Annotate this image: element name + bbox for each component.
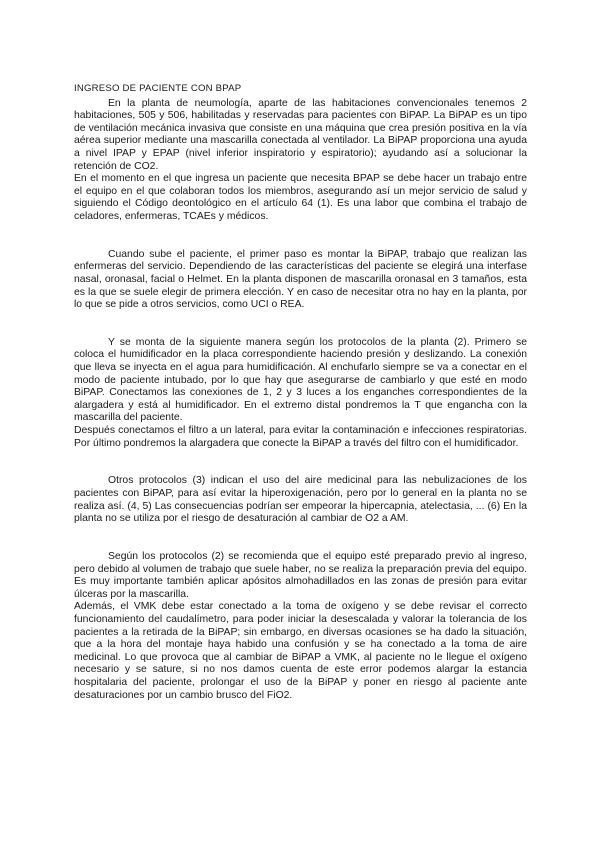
paragraph-spacer (74, 324, 527, 337)
paragraph-7: Según los protocolos (2) se recomienda que el equipo esté preparado previo al ingreso, pero debido al volumen de trabajo que suele haber, no se realiza la preparación previa del equipo. Es muy importante también aplicar apósitos almohadillados en las zonas de presión para evitar úlceras por la mascarilla. (74, 550, 527, 600)
paragraph-3: Cuando sube el paciente, el primer paso es montar la BiPAP, trabajo que realizan las enfermeras del servicio. Dependiendo de las características del paciente se elegirá una interfase nasal, oronasal, facial o Helmet. En la planta disponen de mascarilla oronasal en 3 tamaños, esta es la que se suele elegir de primera elección. Y en caso de necesitar otra no hay en la planta, por lo que se pide a otros servicios, como UCI o REA. (74, 248, 527, 311)
paragraph-4: Y se monta de la siguiente manera según los protocolos de la planta (2). Primero se coloca el humidificador en la placa correspondiente haciendo presión y deslizando. La conexión que lleva se inyecta en el agua para humidificación. Al enchufarlo siempre se va a conectar en el modo de paciente intubado, por lo que hay que asegurarse de cambiarlo y que esté en modo BiPAP. Conectamos las conexiones de 1, 2 y 3 luces a los enganches correspondientes de la alargadera y está al humidificador. En el extremo distal pondremos la T que engancha con la mascarilla del paciente. (74, 336, 527, 424)
paragraph-spacer (74, 526, 527, 539)
paragraph-2: En el momento en el que ingresa un paciente que necesita BPAP se debe hacer un trabajo entre el equipo en el que colaboran todos los miembros, asegurando así un mejor servicio de salud y siguiendo el Código deontológico en el artículo 64 (1). Es una labor que combina el trabajo de celadores, enfermeras, TCAEs y médicos. (74, 173, 527, 222)
paragraph-spacer (74, 463, 527, 476)
document-title: INGRESO DE PACIENTE CON BPAP (74, 83, 242, 94)
paragraph-6: Otros protocolos (3) indican el uso del aire medicinal para las nebulizaciones de los pacientes con BiPAP, para así evitar la hiperoxigenación, pero por lo general en la planta no se realiza así. (4, 5) Las consecuencias podrían ser empeorar la hipercapnia, atelectasia, ... (6) En la planta no se utiliza por el riesgo de desaturación al cambiar de O2 a AM. (74, 475, 527, 525)
paragraph-spacer (74, 236, 527, 249)
paragraph-1: En la planta de neumología, aparte de las habitaciones convencionales tenemos 2 habitaciones, 505 y 506, habilitadas y reservadas para pacientes con BiPAP. La BiPAP es un tipo de ventilación mecánica invasiva que consiste en una máquina que crea presión positiva en la vía aérea superior mediante una mascarilla conectada al ventilador. La BiPAP proporciona una ayuda a nivel IPAP y EPAP (nivel inferior inspiratorio y espiratorio); ayudando así a solucionar la retención de CO2. (74, 97, 527, 172)
paragraph-spacer (74, 224, 527, 237)
document-body (74, 83, 527, 702)
paragraph-spacer (74, 538, 527, 551)
paragraph-spacer (74, 312, 527, 325)
paragraph-5: Después conectamos el filtro a un lateral, para evitar la contaminación e infecciones respiratorias. Por último pondremos la alargadera que conecte la BiPAP a través del filtro con el humidificador. (74, 425, 527, 449)
paragraph-spacer (74, 450, 527, 463)
paragraph-8: Además, el VMK debe estar conectado a la toma de oxígeno y se debe revisar el correcto funcionamiento del caudalímetro, para poder iniciar la desescalada y valorar la tolerancia de los pacientes a la retirada de la BiPAP; sin embargo, en diversas ocasiones se ha dado la situación, que a la hora del montaje haya habido una confusión y se ha conectado a la toma de aire medicinal. Lo que provoca que al cambiar de BiPAP a VMK, al paciente no le llegue el oxígeno necesario y se sature, si no nos damos cuenta de este error podemos alargar la estancia hospitalaria del paciente, prolongar el uso de la BiPAP y poner en riesgo al paciente ante desaturaciones por un cambio brusco del FiO2. (74, 601, 527, 701)
